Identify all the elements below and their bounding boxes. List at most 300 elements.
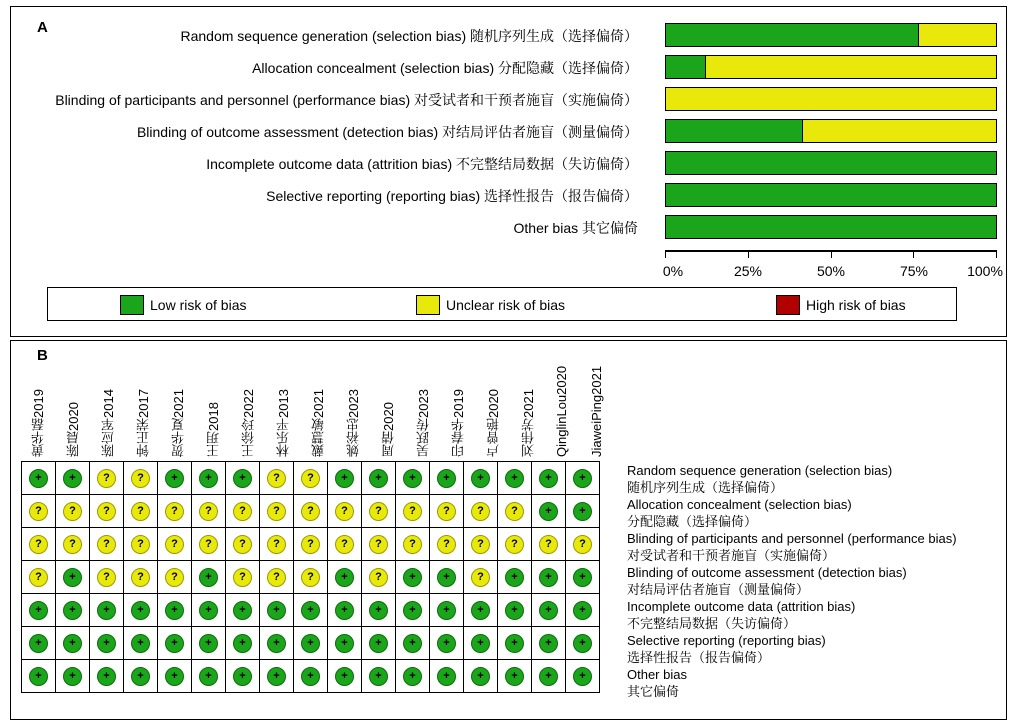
grid-cell bbox=[430, 462, 464, 495]
grid-row bbox=[22, 594, 600, 627]
unclear-risk-dot: ? bbox=[301, 535, 320, 554]
unclear-risk-dot: ? bbox=[471, 535, 490, 554]
grid-cell bbox=[294, 594, 328, 627]
low-risk-dot: + bbox=[335, 634, 354, 653]
unclear-risk-dot: ? bbox=[131, 535, 150, 554]
domain-label-en: Blinding of outcome assessment (detection bias) bbox=[627, 565, 907, 580]
domain-label bbox=[627, 598, 855, 632]
low-risk-dot: + bbox=[97, 601, 116, 620]
grid-cell bbox=[260, 495, 294, 528]
x-tick-label: 0% bbox=[662, 263, 684, 279]
domain-label bbox=[627, 496, 852, 530]
unclear-risk-dot: ? bbox=[97, 535, 116, 554]
low-risk-dot: + bbox=[539, 601, 558, 620]
grid-cell bbox=[294, 561, 328, 594]
grid-cell bbox=[158, 561, 192, 594]
low-risk-dot: + bbox=[335, 601, 354, 620]
grid-cell bbox=[22, 462, 56, 495]
study-label: 戴慧敏2021 bbox=[311, 389, 326, 457]
low-risk-dot: + bbox=[63, 469, 82, 488]
grid-cell bbox=[192, 627, 226, 660]
study-label: 王玥2018 bbox=[206, 402, 221, 457]
study-label: 王徐玲2022 bbox=[241, 389, 256, 457]
domain-label bbox=[627, 530, 957, 564]
unclear-risk-dot: ? bbox=[165, 535, 184, 554]
grid-cell bbox=[124, 561, 158, 594]
low-risk-dot: + bbox=[437, 634, 456, 653]
study-label: 姚裕忠2023 bbox=[346, 389, 361, 457]
grid-cell bbox=[22, 528, 56, 561]
unclear-risk-dot: ? bbox=[97, 502, 116, 521]
bar bbox=[665, 87, 997, 111]
grid-row bbox=[22, 627, 600, 660]
low-risk-dot: + bbox=[233, 667, 252, 686]
grid-cell bbox=[226, 660, 260, 693]
grid-cell bbox=[226, 561, 260, 594]
domain-label-zh: 随机序列生成（选择偏倚） bbox=[627, 480, 784, 495]
unclear-risk-dot: ? bbox=[267, 535, 286, 554]
bar-segment-low bbox=[666, 216, 996, 238]
unclear-risk-dot: ? bbox=[505, 502, 524, 521]
low-risk-dot: + bbox=[199, 568, 218, 587]
panel-a bbox=[10, 6, 1007, 337]
study-label: 陈晨2020 bbox=[66, 402, 81, 457]
grid-cell bbox=[396, 495, 430, 528]
x-tick bbox=[665, 250, 666, 258]
low-risk-dot: + bbox=[505, 469, 524, 488]
bar-segment-low bbox=[666, 184, 996, 206]
grid-cell bbox=[56, 561, 90, 594]
grid-row bbox=[22, 660, 600, 693]
grid-cell bbox=[90, 462, 124, 495]
grid-cell bbox=[22, 561, 56, 594]
grid-cell bbox=[430, 495, 464, 528]
grid-cell bbox=[532, 627, 566, 660]
bar-segment-low bbox=[666, 24, 919, 46]
grid-cell bbox=[566, 561, 600, 594]
grid-cell bbox=[532, 462, 566, 495]
grid-cell bbox=[90, 594, 124, 627]
bar bbox=[665, 215, 997, 239]
grid-cell bbox=[226, 627, 260, 660]
grid-cell bbox=[158, 495, 192, 528]
domain-label bbox=[627, 462, 892, 496]
grid-cell bbox=[260, 528, 294, 561]
low-risk-dot: + bbox=[29, 469, 48, 488]
domain-label bbox=[627, 564, 907, 598]
grid-cell bbox=[192, 561, 226, 594]
legend-low bbox=[120, 295, 246, 315]
low-risk-dot: + bbox=[573, 634, 592, 653]
panel-b-label: B bbox=[37, 347, 48, 364]
grid-cell bbox=[396, 561, 430, 594]
domain-label-en: Selective reporting (reporting bias) bbox=[627, 633, 826, 648]
low-risk-dot: + bbox=[539, 667, 558, 686]
low-risk-dot: + bbox=[233, 469, 252, 488]
grid-cell bbox=[498, 660, 532, 693]
low-risk-dot: + bbox=[471, 601, 490, 620]
bar-label: Blinding of outcome assessment (detection bias) 对结局评估者施盲（测量偏倚） bbox=[136, 124, 638, 140]
grid-cell bbox=[532, 561, 566, 594]
low-risk-dot: + bbox=[199, 667, 218, 686]
unclear-risk-dot: ? bbox=[573, 535, 592, 554]
grid-cell bbox=[566, 660, 600, 693]
study-label: 印春华2019 bbox=[451, 389, 466, 457]
low-risk-dot: + bbox=[301, 601, 320, 620]
grid-cell bbox=[532, 528, 566, 561]
grid-cell bbox=[362, 462, 396, 495]
low-risk-dot: + bbox=[267, 601, 286, 620]
grid-cell bbox=[124, 594, 158, 627]
domain-label bbox=[627, 632, 826, 666]
low-risk-dot: + bbox=[131, 667, 150, 686]
x-tick-label: 50% bbox=[816, 263, 846, 279]
unclear-risk-dot: ? bbox=[63, 535, 82, 554]
low-risk-dot: + bbox=[437, 667, 456, 686]
unclear-risk-dot: ? bbox=[403, 502, 422, 521]
grid-cell bbox=[498, 528, 532, 561]
grid-cell bbox=[90, 627, 124, 660]
low-risk-dot: + bbox=[437, 469, 456, 488]
x-tick bbox=[831, 250, 832, 258]
grid-cell bbox=[362, 495, 396, 528]
grid-cell bbox=[158, 528, 192, 561]
grid-cell bbox=[566, 627, 600, 660]
bar-label: Other bias 其它偏倚 bbox=[513, 220, 638, 236]
study-label: 黄华磊2019 bbox=[31, 389, 46, 457]
risk-of-bias-grid bbox=[21, 461, 600, 693]
grid-cell bbox=[328, 462, 362, 495]
grid-cell bbox=[464, 594, 498, 627]
legend-high-label: High risk of bias bbox=[806, 297, 906, 313]
study-label: QinglinLou2020 bbox=[554, 365, 569, 457]
study-label: 林乐平2013 bbox=[276, 389, 291, 457]
grid-cell bbox=[260, 660, 294, 693]
unclear-risk-dot: ? bbox=[335, 502, 354, 521]
grid-cell bbox=[158, 660, 192, 693]
low-risk-dot: + bbox=[573, 601, 592, 620]
legend-high bbox=[776, 295, 906, 315]
x-tick bbox=[748, 250, 749, 258]
low-risk-dot: + bbox=[505, 667, 524, 686]
low-risk-dot: + bbox=[573, 568, 592, 587]
grid-cell bbox=[226, 528, 260, 561]
grid-cell bbox=[430, 561, 464, 594]
low-risk-dot: + bbox=[437, 601, 456, 620]
unclear-risk-dot: ? bbox=[437, 502, 456, 521]
grid-cell bbox=[328, 660, 362, 693]
domain-label-zh: 其它偏倚 bbox=[627, 684, 680, 699]
legend-unclear-swatch bbox=[416, 295, 440, 315]
grid-cell bbox=[158, 462, 192, 495]
unclear-risk-dot: ? bbox=[301, 502, 320, 521]
grid-cell bbox=[464, 627, 498, 660]
unclear-risk-dot: ? bbox=[165, 568, 184, 587]
unclear-risk-dot: ? bbox=[505, 535, 524, 554]
low-risk-dot: + bbox=[301, 634, 320, 653]
unclear-risk-dot: ? bbox=[63, 502, 82, 521]
bar bbox=[665, 183, 997, 207]
low-risk-dot: + bbox=[29, 667, 48, 686]
legend-unclear-label: Unclear risk of bias bbox=[446, 297, 566, 313]
grid-cell bbox=[464, 660, 498, 693]
low-risk-dot: + bbox=[63, 568, 82, 587]
unclear-risk-dot: ? bbox=[131, 469, 150, 488]
low-risk-dot: + bbox=[369, 601, 388, 620]
unclear-risk-dot: ? bbox=[539, 535, 558, 554]
bar-segment-low bbox=[666, 152, 996, 174]
grid-cell bbox=[56, 528, 90, 561]
low-risk-dot: + bbox=[335, 469, 354, 488]
bar bbox=[665, 119, 997, 143]
grid-cell bbox=[90, 495, 124, 528]
grid-cell bbox=[396, 462, 430, 495]
unclear-risk-dot: ? bbox=[199, 502, 218, 521]
domain-label-en: Other bias bbox=[627, 667, 687, 682]
grid-cell bbox=[464, 495, 498, 528]
grid-cell bbox=[498, 627, 532, 660]
domain-label-en: Random sequence generation (selection bias) bbox=[627, 463, 893, 478]
bar-segment-low bbox=[666, 120, 803, 142]
grid-cell bbox=[22, 660, 56, 693]
grid-cell bbox=[498, 462, 532, 495]
low-risk-dot: + bbox=[539, 469, 558, 488]
grid-cell bbox=[464, 462, 498, 495]
domain-label-zh: 选择性报告（报告偏倚） bbox=[627, 650, 771, 665]
domain-label-zh: 分配隐藏（选择偏倚） bbox=[627, 514, 758, 529]
grid-cell bbox=[124, 660, 158, 693]
grid-cell bbox=[90, 660, 124, 693]
legend-low-label: Low risk of bias bbox=[150, 297, 247, 313]
grid-cell bbox=[464, 561, 498, 594]
unclear-risk-dot: ? bbox=[301, 469, 320, 488]
study-label: 卢曾艳2020 bbox=[486, 389, 501, 457]
grid-cell bbox=[464, 528, 498, 561]
legend-unclear bbox=[416, 295, 565, 315]
unclear-risk-dot: ? bbox=[471, 502, 490, 521]
grid-cell bbox=[22, 594, 56, 627]
bar bbox=[665, 151, 997, 175]
grid-row bbox=[22, 528, 600, 561]
grid-cell bbox=[56, 660, 90, 693]
grid-cell bbox=[192, 495, 226, 528]
bar-label: Random sequence generation (selection bias) 随机序列生成（选择偏倚） bbox=[180, 28, 638, 44]
grid-cell bbox=[158, 594, 192, 627]
grid-cell bbox=[226, 462, 260, 495]
low-risk-dot: + bbox=[437, 568, 456, 587]
grid-cell bbox=[226, 594, 260, 627]
unclear-risk-dot: ? bbox=[165, 502, 184, 521]
unclear-risk-dot: ? bbox=[131, 502, 150, 521]
x-tick-label: 25% bbox=[733, 263, 763, 279]
unclear-risk-dot: ? bbox=[369, 568, 388, 587]
domain-label bbox=[627, 666, 687, 700]
grid-row bbox=[22, 561, 600, 594]
low-risk-dot: + bbox=[97, 667, 116, 686]
grid-cell bbox=[498, 561, 532, 594]
low-risk-dot: + bbox=[165, 469, 184, 488]
low-risk-dot: + bbox=[403, 667, 422, 686]
grid-cell bbox=[396, 627, 430, 660]
grid-cell bbox=[124, 495, 158, 528]
legend-high-swatch bbox=[776, 295, 800, 315]
x-tick bbox=[996, 250, 997, 258]
low-risk-dot: + bbox=[199, 601, 218, 620]
low-risk-dot: + bbox=[403, 568, 422, 587]
legend bbox=[47, 287, 957, 321]
unclear-risk-dot: ? bbox=[29, 535, 48, 554]
low-risk-dot: + bbox=[539, 634, 558, 653]
study-label: 贺华夏2021 bbox=[171, 389, 186, 457]
unclear-risk-dot: ? bbox=[301, 568, 320, 587]
grid-cell bbox=[294, 660, 328, 693]
bar-label: Incomplete outcome data (attrition bias) 不完整结局数据（失访偏倚） bbox=[206, 156, 638, 172]
grid-cell bbox=[260, 462, 294, 495]
grid-row bbox=[22, 462, 600, 495]
unclear-risk-dot: ? bbox=[233, 568, 252, 587]
grid-cell bbox=[192, 462, 226, 495]
low-risk-dot: + bbox=[199, 634, 218, 653]
grid-cell bbox=[362, 660, 396, 693]
unclear-risk-dot: ? bbox=[131, 568, 150, 587]
grid-cell bbox=[566, 495, 600, 528]
low-risk-dot: + bbox=[29, 634, 48, 653]
unclear-risk-dot: ? bbox=[267, 502, 286, 521]
domain-label-zh: 对受试者和干预者施盲（实施偏倚） bbox=[627, 548, 836, 563]
unclear-risk-dot: ? bbox=[403, 535, 422, 554]
grid-cell bbox=[498, 594, 532, 627]
low-risk-dot: + bbox=[539, 502, 558, 521]
grid-cell bbox=[566, 528, 600, 561]
unclear-risk-dot: ? bbox=[437, 535, 456, 554]
unclear-risk-dot: ? bbox=[369, 502, 388, 521]
low-risk-dot: + bbox=[63, 634, 82, 653]
bar bbox=[665, 23, 997, 47]
grid-cell bbox=[430, 660, 464, 693]
panel-a-label: A bbox=[37, 19, 48, 36]
x-tick-label: 100% bbox=[967, 263, 1003, 279]
low-risk-dot: + bbox=[505, 568, 524, 587]
grid-cell bbox=[56, 462, 90, 495]
grid-cell bbox=[22, 627, 56, 660]
grid-cell bbox=[158, 627, 192, 660]
low-risk-dot: + bbox=[369, 469, 388, 488]
study-label: 吴跃传2023 bbox=[416, 389, 431, 457]
low-risk-dot: + bbox=[233, 601, 252, 620]
low-risk-dot: + bbox=[403, 634, 422, 653]
grid-cell bbox=[328, 627, 362, 660]
low-risk-dot: + bbox=[63, 601, 82, 620]
bar-segment-low bbox=[666, 56, 706, 78]
unclear-risk-dot: ? bbox=[29, 502, 48, 521]
bar-label: Blinding of participants and personnel (performance bias) 对受试者和干预者施盲（实施偏倚） bbox=[55, 92, 638, 108]
grid-cell bbox=[294, 528, 328, 561]
low-risk-dot: + bbox=[573, 502, 592, 521]
study-label: JiaweiPing2021 bbox=[589, 365, 604, 457]
low-risk-dot: + bbox=[369, 667, 388, 686]
grid-cell bbox=[294, 462, 328, 495]
grid-cell bbox=[362, 627, 396, 660]
low-risk-dot: + bbox=[471, 667, 490, 686]
grid-cell bbox=[56, 627, 90, 660]
low-risk-dot: + bbox=[335, 667, 354, 686]
unclear-risk-dot: ? bbox=[369, 535, 388, 554]
x-axis bbox=[665, 250, 997, 260]
bar-label: Allocation concealment (selection bias) 分配隐藏（选择偏倚） bbox=[252, 60, 638, 76]
grid-cell bbox=[430, 594, 464, 627]
unclear-risk-dot: ? bbox=[267, 469, 286, 488]
unclear-risk-dot: ? bbox=[233, 535, 252, 554]
low-risk-dot: + bbox=[63, 667, 82, 686]
low-risk-dot: + bbox=[267, 634, 286, 653]
unclear-risk-dot: ? bbox=[471, 568, 490, 587]
grid-cell bbox=[362, 561, 396, 594]
low-risk-dot: + bbox=[403, 469, 422, 488]
grid-cell bbox=[430, 528, 464, 561]
unclear-risk-dot: ? bbox=[199, 535, 218, 554]
study-label: 钟正荣2017 bbox=[136, 389, 151, 457]
grid-cell bbox=[90, 528, 124, 561]
grid-cell bbox=[362, 528, 396, 561]
low-risk-dot: + bbox=[199, 469, 218, 488]
domain-label-en: Blinding of participants and personnel (performance bias) bbox=[627, 531, 957, 546]
bar bbox=[665, 55, 997, 79]
grid-cell bbox=[260, 594, 294, 627]
grid-cell bbox=[260, 561, 294, 594]
low-risk-dot: + bbox=[165, 667, 184, 686]
low-risk-dot: + bbox=[233, 634, 252, 653]
grid-cell bbox=[362, 594, 396, 627]
low-risk-dot: + bbox=[573, 667, 592, 686]
study-label: 刘伟芳2021 bbox=[521, 389, 536, 457]
grid-cell bbox=[328, 528, 362, 561]
unclear-risk-dot: ? bbox=[29, 568, 48, 587]
grid-cell bbox=[532, 495, 566, 528]
low-risk-dot: + bbox=[471, 634, 490, 653]
grid-cell bbox=[192, 660, 226, 693]
low-risk-dot: + bbox=[539, 568, 558, 587]
unclear-risk-dot: ? bbox=[97, 568, 116, 587]
grid-cell bbox=[396, 660, 430, 693]
low-risk-dot: + bbox=[29, 601, 48, 620]
panel-b bbox=[10, 340, 1007, 720]
low-risk-dot: + bbox=[505, 634, 524, 653]
grid-cell bbox=[396, 594, 430, 627]
grid-cell bbox=[328, 561, 362, 594]
low-risk-dot: + bbox=[573, 469, 592, 488]
grid-cell bbox=[294, 495, 328, 528]
grid-cell bbox=[430, 627, 464, 660]
low-risk-dot: + bbox=[301, 667, 320, 686]
low-risk-dot: + bbox=[471, 469, 490, 488]
domain-label-en: Allocation concealment (selection bias) bbox=[627, 497, 852, 512]
low-risk-dot: + bbox=[267, 667, 286, 686]
low-risk-dot: + bbox=[505, 601, 524, 620]
grid-cell bbox=[566, 462, 600, 495]
bar-label: Selective reporting (reporting bias) 选择性报告（报告偏倚） bbox=[266, 188, 638, 204]
grid-cell bbox=[56, 495, 90, 528]
study-label: 周倩2020 bbox=[381, 402, 396, 457]
unclear-risk-dot: ? bbox=[233, 502, 252, 521]
grid-cell bbox=[396, 528, 430, 561]
grid-cell bbox=[124, 528, 158, 561]
grid-row bbox=[22, 495, 600, 528]
grid-cell bbox=[192, 528, 226, 561]
x-tick-label: 75% bbox=[899, 263, 929, 279]
grid-cell bbox=[294, 627, 328, 660]
low-risk-dot: + bbox=[165, 634, 184, 653]
x-tick bbox=[913, 250, 914, 258]
